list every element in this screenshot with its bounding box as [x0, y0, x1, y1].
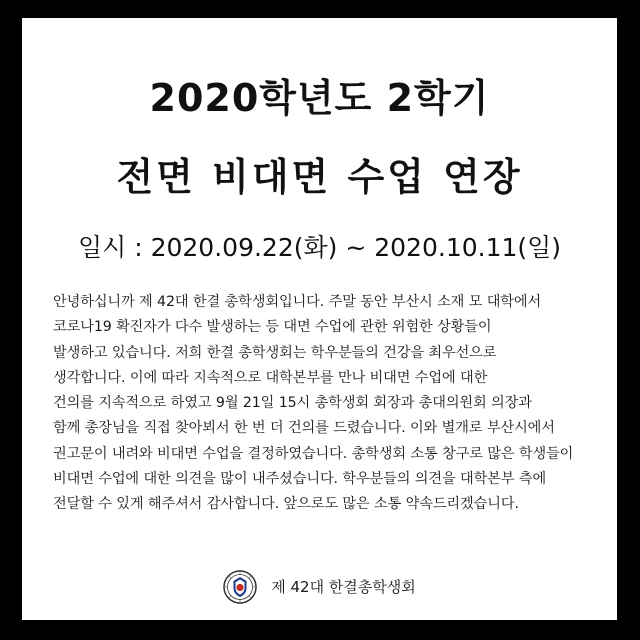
body-line: 전달할 수 있게 해주셔서 감사합니다. 앞으로도 많은 소통 약속드리겠습니다. — [53, 496, 519, 513]
body-line: 안녕하십니까 제 42대 한결 총학생회입니다. 주말 동안 부산시 소재 모 대학에서 — [53, 294, 542, 310]
body-line: 발생하고 있습니다. 저희 한결 총학생회는 학우분들의 건강을 최우선으로 — [53, 344, 497, 361]
body-line: 코로나19 확진자가 다수 발생하는 등 대면 수업에 관한 위험한 상황들이 — [53, 319, 492, 336]
schedule-start-date: 2020.09.22(화) — [150, 233, 338, 262]
body-line: 권고문이 내려와 비대면 수업을 결정하였습니다. 총학생회 소통 창구로 많은 학생들이 — [53, 445, 574, 462]
body-line: 비대면 수업에 대한 의견을 많이 내주셨습니다. 학우분들의 의견을 대학본부 측에 — [53, 471, 547, 488]
schedule-tilde: ~ — [345, 233, 367, 262]
body-line: 생각합니다. 이에 따라 지속적으로 대학본부를 만나 비대면 수업에 대한 — [53, 369, 488, 386]
body-line: 건의를 지속적으로 하였고 9월 21일 15시 총학생회 회장과 총대의원회 의장과 — [53, 395, 532, 412]
notice-card — [22, 18, 617, 620]
schedule-separator: : — [134, 233, 143, 262]
schedule-end-date: 2020.10.11(일) — [374, 233, 562, 262]
title-announcement: 전면 비대면 수업 연장 — [116, 155, 523, 199]
notice-body — [53, 290, 593, 518]
title-semester: 2020학년도 2학기 — [149, 76, 490, 120]
organization-name: 제 42대 한결총학생회 — [271, 578, 416, 596]
schedule-line — [22, 232, 617, 264]
body-line: 함께 총장님을 직접 찾아뵈서 한 번 더 건의를 드렸습니다. 이와 별개로 부산시에서 — [53, 420, 555, 437]
schedule-label: 일시 — [77, 233, 127, 262]
footer-signature — [22, 569, 617, 605]
student-council-seal-icon — [223, 570, 257, 604]
